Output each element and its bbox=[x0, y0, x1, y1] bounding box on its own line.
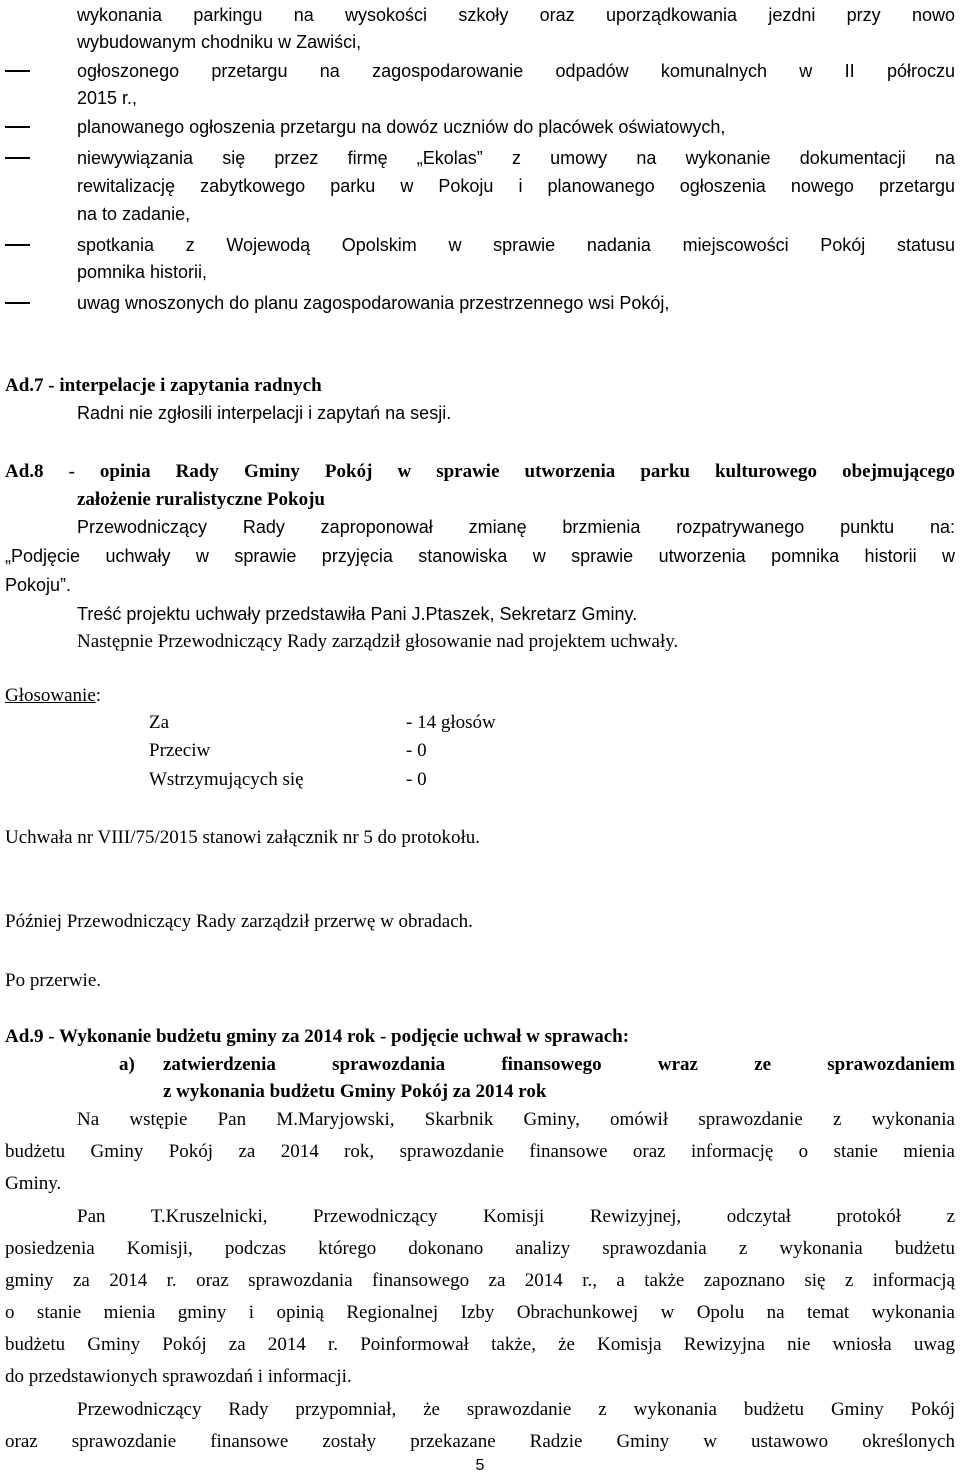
paragraph-text: budżetu Gminy Pokój za 2014 rok, sprawozdanie finansowe oraz informację o stanie mienia bbox=[5, 1141, 955, 1162]
sub-item-text: z wykonania budżetu Gminy Pokój za 2014 rok bbox=[163, 1081, 547, 1102]
page-number: 5 bbox=[475, 1457, 485, 1474]
paragraph-text: „Podjęcie uchwały w sprawie przyjęcia stanowiska w sprawie utworzenia pomnika historii w bbox=[5, 546, 955, 566]
list-item-text: pomnika historii, bbox=[77, 262, 208, 282]
paragraph bbox=[0, 1427, 960, 1457]
list-item bbox=[0, 143, 960, 173]
paragraph bbox=[0, 541, 960, 571]
paragraph bbox=[0, 1330, 960, 1360]
list-item bbox=[0, 56, 960, 86]
paragraph bbox=[0, 1234, 960, 1264]
section-heading-ad9 bbox=[0, 1022, 960, 1052]
paragraph-text: o stanie mienia gminy i opinią Regionalnej Izby Obrachunkowej w Opolu na temat wykonania bbox=[5, 1302, 955, 1323]
paragraph-text: Przewodniczący Rady przypomniał, że sprawozdanie z wykonania budżetu Gminy Pokój bbox=[77, 1399, 955, 1420]
heading-text: Ad.9 - Wykonanie budżetu gminy za 2014 rok - podjęcie uchwał w sprawach: bbox=[5, 1026, 630, 1047]
list-item-text: uwag wnoszonych do planu zagospodarowania przestrzennego wsi Pokój, bbox=[77, 293, 670, 313]
paragraph-text: Uchwała nr VIII/75/2015 stanowi załącznik nr 5 do protokołu. bbox=[5, 827, 481, 848]
vote-row-za bbox=[0, 708, 960, 738]
paragraph-text: gminy za 2014 r. oraz sprawozdania finansowego za 2014 r., a także zapoznano się z informacją bbox=[5, 1270, 955, 1291]
paragraph bbox=[0, 398, 960, 428]
paragraph-text: budżetu Gminy Pokój za 2014 r. Poinformował także, że Komisja Rewizyjna nie wniosła uwag bbox=[5, 1334, 955, 1355]
section-heading-ad7 bbox=[0, 371, 960, 401]
vote-row-wstrzymujacych bbox=[0, 765, 960, 795]
paragraph bbox=[0, 907, 960, 937]
vote-value: - 0 bbox=[406, 769, 427, 790]
list-item-continuation bbox=[0, 83, 960, 113]
voting-label-row bbox=[0, 681, 960, 711]
dash-bullet-icon bbox=[5, 244, 30, 246]
sub-item-a bbox=[0, 1050, 960, 1080]
paragraph-text: Przewodniczący Rady zaproponował zmianę brzmienia rozpatrywanego punktu na: bbox=[77, 517, 955, 537]
list-item-continuation bbox=[0, 27, 960, 57]
list-item-text: rewitalizację zabytkowego parku w Pokoju i planowanego ogłoszenia nowego przetargu bbox=[77, 176, 955, 196]
list-item-text: niewywiązania się przez firmę „Ekolas” z umowy na wykonanie dokumentacji na bbox=[77, 148, 955, 168]
dash-bullet-icon bbox=[5, 302, 30, 304]
heading-text: Ad.8 - opinia Rady Gminy Pokój w sprawie utworzenia parku kulturowego obejmującego bbox=[5, 461, 955, 482]
vote-label: Przeciw bbox=[149, 740, 211, 761]
paragraph bbox=[0, 966, 960, 996]
list-item bbox=[0, 288, 960, 318]
paragraph-text: Później Przewodniczący Rady zarządził przerwę w obradach. bbox=[5, 911, 473, 932]
paragraph bbox=[0, 1105, 960, 1135]
list-item-text: wykonania parkingu na wysokości szkoły oraz uporządkowania jezdni przy nowo bbox=[77, 5, 955, 25]
paragraph bbox=[0, 1298, 960, 1328]
list-item-text: ogłoszonego przetargu na zagospodarowanie odpadów komunalnych w II półroczu bbox=[77, 61, 955, 81]
list-item-text: spotkania z Wojewodą Opolskim w sprawie nadania miejscowości Pokój statusu bbox=[77, 235, 955, 255]
paragraph-text: do przedstawionych sprawozdań i informacji. bbox=[5, 1366, 352, 1387]
sub-item-a-continuation bbox=[0, 1077, 960, 1107]
list-item-continuation bbox=[0, 257, 960, 287]
paragraph bbox=[0, 599, 960, 629]
paragraph bbox=[0, 1137, 960, 1167]
voting-label bbox=[5, 681, 101, 711]
sub-item-marker: a) bbox=[119, 1054, 135, 1075]
vote-value: - 14 głosów bbox=[406, 712, 496, 733]
section-heading-ad8 bbox=[0, 457, 960, 487]
paragraph-text: Następnie Przewodniczący Rady zarządził głosowanie nad projektem uchwały. bbox=[77, 631, 679, 652]
list-item bbox=[0, 0, 960, 30]
paragraph-text: Radni nie zgłosili interpelacji i zapytań na sesji. bbox=[77, 403, 452, 423]
list-item-continuation bbox=[0, 171, 960, 201]
paragraph-text: posiedzenia Komisji, podczas którego dokonano analizy sprawozdania z wykonania budżetu bbox=[5, 1238, 955, 1259]
paragraph bbox=[0, 627, 960, 657]
paragraph-text: oraz sprawozdanie finansowe zostały przekazane Radzie Gminy w ustawowo określonych bbox=[5, 1431, 955, 1452]
dash-bullet-icon bbox=[5, 157, 30, 159]
paragraph-text: Treść projektu uchwały przedstawiła Pani J.Ptaszek, Sekretarz Gminy. bbox=[77, 604, 638, 624]
list-item bbox=[0, 230, 960, 260]
list-item-text: na to zadanie, bbox=[77, 204, 191, 224]
paragraph bbox=[0, 1202, 960, 1232]
voting-label-text: Głosowanie bbox=[5, 685, 96, 706]
vote-label: Wstrzymujących się bbox=[149, 769, 304, 790]
dash-bullet-icon bbox=[5, 70, 30, 72]
section-heading-ad8-continuation bbox=[0, 485, 960, 515]
list-item bbox=[0, 112, 960, 142]
heading-text: założenie ruralistyczne Pokoju bbox=[77, 489, 326, 510]
list-item-text: planowanego ogłoszenia przetargu na dowóz uczniów do placówek oświatowych, bbox=[77, 117, 726, 137]
dash-bullet-icon bbox=[5, 126, 30, 128]
vote-label: Za bbox=[149, 712, 170, 733]
list-item-continuation bbox=[0, 199, 960, 229]
list-item-text: wybudowanym chodniku w Zawiści, bbox=[77, 32, 362, 52]
sub-item-text: zatwierdzenia sprawozdania finansowego wraz ze sprawozdaniem bbox=[163, 1054, 955, 1075]
paragraph-text: Po przerwie. bbox=[5, 970, 102, 991]
paragraph bbox=[0, 1395, 960, 1425]
paragraph bbox=[0, 570, 960, 600]
paragraph bbox=[0, 1266, 960, 1296]
paragraph bbox=[0, 823, 960, 853]
list-item-text: 2015 r., bbox=[77, 88, 138, 108]
vote-row-przeciw bbox=[0, 736, 960, 766]
paragraph-text: Pokoju”. bbox=[5, 575, 72, 595]
vote-value: - 0 bbox=[406, 740, 427, 761]
heading-text: Ad.7 - interpelacje i zapytania radnych bbox=[5, 375, 322, 396]
voting-label-colon: : bbox=[95, 685, 102, 706]
paragraph-text: Gminy. bbox=[5, 1173, 62, 1194]
paragraph bbox=[0, 1362, 960, 1392]
paragraph bbox=[0, 512, 960, 542]
paragraph bbox=[0, 1169, 960, 1199]
paragraph-text: Pan T.Kruszelnicki, Przewodniczący Komisji Rewizyjnej, odczytał protokół z bbox=[77, 1206, 955, 1227]
paragraph-text: Na wstępie Pan M.Maryjowski, Skarbnik Gminy, omówił sprawozdanie z wykonania bbox=[77, 1109, 955, 1130]
